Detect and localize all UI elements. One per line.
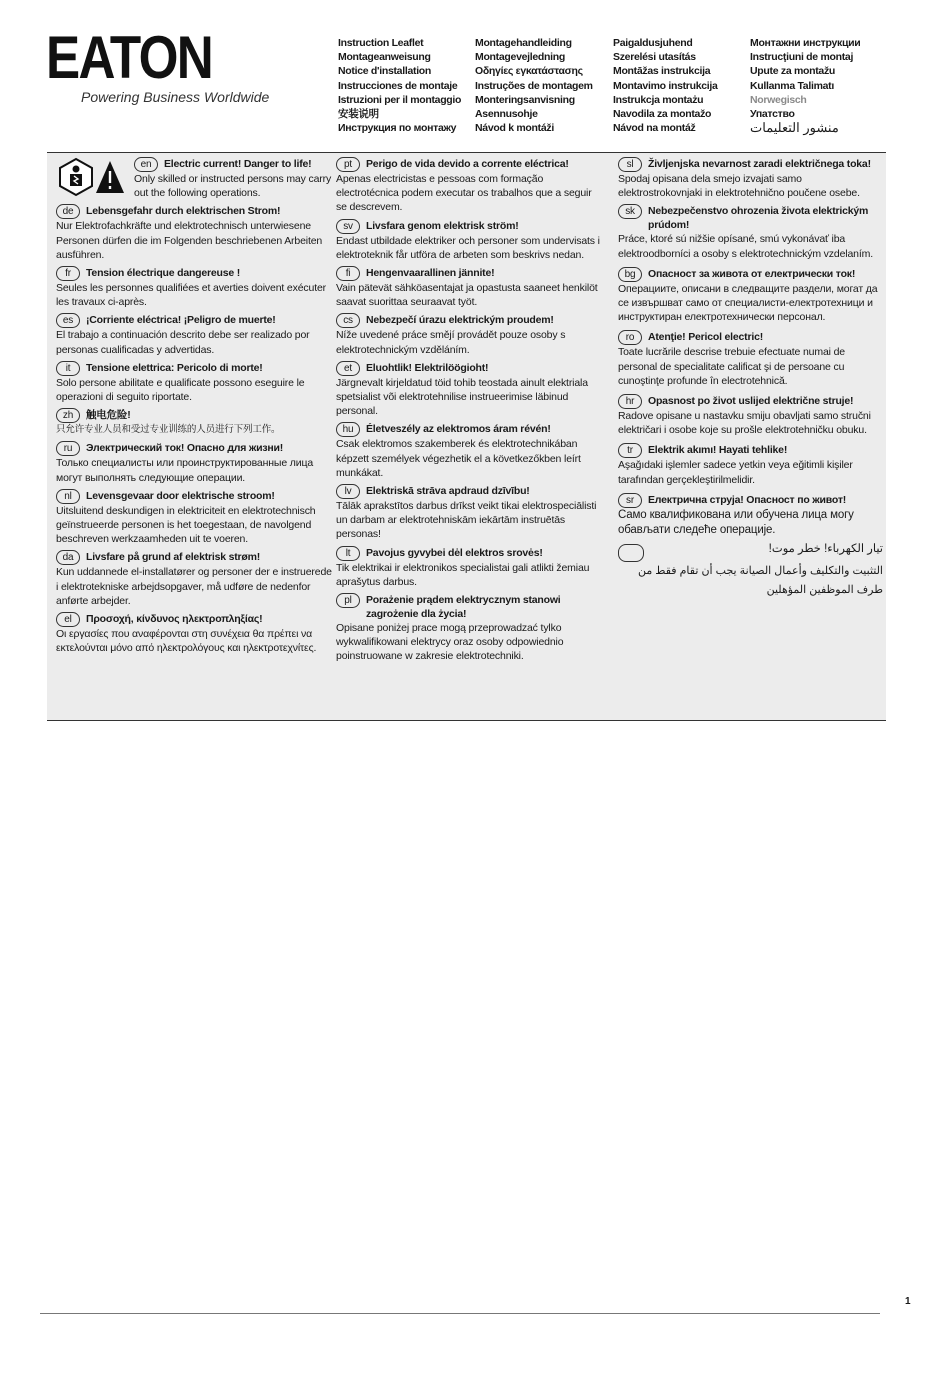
language-code-badge: fr xyxy=(56,266,80,281)
title-line: Монтажни инструкции xyxy=(750,37,861,49)
language-code-badge xyxy=(618,544,644,562)
warning-text: Aşağıdaki işlemler sadece yetkin veya eğitimli kişiler tarafından gerçekleştirilmelidir. xyxy=(618,459,853,486)
language-code-badge: lv xyxy=(336,484,360,499)
warning-column-1 xyxy=(56,157,336,659)
warning-text: Tik elektrikai ir elektronikos specialistai gali atlikti žemiau aprašytus darbus. xyxy=(336,561,590,588)
warning-section-lt xyxy=(336,546,604,589)
language-code-badge: el xyxy=(56,612,80,627)
warning-title: Nebezpečí úrazu elektrickým proudem! xyxy=(366,314,554,327)
warning-heading xyxy=(618,443,883,458)
warning-text: 只允许专业人员和受过专业训练的人员进行下列工作。 xyxy=(56,424,281,436)
warning-heading xyxy=(336,546,604,561)
warning-section-bg xyxy=(618,267,883,325)
warning-text: Níže uvedené práce smějí provádět pouze osoby s elektrotechnickým vzděláním. xyxy=(336,329,566,356)
warning-section-cs xyxy=(336,313,604,356)
warning-heading xyxy=(56,313,336,328)
title-line: Montagevejledning xyxy=(475,51,565,64)
title-line: Montageanweisung xyxy=(338,51,431,64)
language-code-badge: pl xyxy=(336,593,360,608)
title-line: Upute za montažu xyxy=(750,65,836,78)
warning-heading xyxy=(56,441,336,456)
warning-heading xyxy=(56,204,336,219)
warning-text: Radove opisane u nastavku smiju obavljati samo stručni električari i osobe koje su prošle elektrotehničku obuku. xyxy=(618,410,871,437)
title-line: Paigaldusjuhend xyxy=(613,37,693,49)
title-line: منشور التعليمات xyxy=(750,120,839,136)
title-line: Montavimo instrukcija xyxy=(613,79,718,92)
electrician-warning-icon xyxy=(56,157,128,200)
warning-title: Porażenie prądem elektrycznym stanowi zagrożenie dla życia! xyxy=(366,594,561,621)
warning-text: Spodaj opisana dela smejo izvajati samo elektrostrokovnjaki in elektrotehnično poučene osebe. xyxy=(618,173,860,200)
warning-text: Endast utbildade elektriker och personer som undervisats i elektroteknik får utföra de arbeten som beskrivs nedan. xyxy=(336,234,600,261)
title-column-2 xyxy=(475,36,615,135)
title-line: Asennusohje xyxy=(475,108,538,121)
title-line: Monteringsanvisning xyxy=(475,93,575,106)
language-code-badge: sv xyxy=(336,219,360,234)
title-line: Οδηγίες εγκατάστασης xyxy=(475,65,583,78)
warning-section-hr xyxy=(618,394,883,437)
warning-section-en xyxy=(56,157,336,200)
warning-title: Életveszély az elektromos áram révén! xyxy=(366,423,551,436)
warning-heading xyxy=(336,219,604,234)
warning-text: Nur Elektrofachkräfte und elektrotechnisch unterwiesene Personen dürfen die im Folgenden beschriebenen Arbeiten ausführen. xyxy=(56,220,323,261)
warning-section-lv xyxy=(336,484,604,542)
warning-text: Только специалисты или проинструктированные лица могут выполнять следующие операции. xyxy=(56,457,314,484)
language-code-badge: en xyxy=(134,157,158,172)
warning-heading xyxy=(618,267,883,282)
warning-text: Práce, ktoré sú nižšie opísané, smú vykonávať iba elektroodborníci a osoby s elektrotechnickým vzdelaním. xyxy=(618,233,873,260)
language-code-badge: it xyxy=(56,361,80,376)
warning-section-es xyxy=(56,313,336,356)
title-line: Navodila za montažo xyxy=(613,108,712,121)
warning-heading xyxy=(56,266,336,281)
warning-title: Электрический ток! Опасно для жизни! xyxy=(86,442,284,455)
warning-title: Levensgevaar door elektrische stroom! xyxy=(86,489,275,502)
warning-title: Elektriskā strāva apdraud dzīvību! xyxy=(366,485,530,498)
warning-text: Οι εργασίες που αναφέρονται στη συνέχεια θα πρέπει να εκτελούνται μόνο από ηλεκτρολόγους και ηλεκτροτεχνίτες. xyxy=(56,628,317,655)
warning-text: Seules les personnes qualifiées et averties doivent exécuter les travaux ci-après. xyxy=(56,282,326,309)
warning-title: Opasnost po život uslijed električne struje! xyxy=(648,395,854,408)
warning-title: Hengenvaarallinen jännite! xyxy=(366,267,495,280)
language-code-badge: tr xyxy=(618,443,642,458)
warning-section-pl xyxy=(336,593,604,664)
title-column-4 xyxy=(750,36,890,135)
warning-section-ar xyxy=(618,542,883,600)
svg-text:EATON: EATON xyxy=(46,24,212,91)
title-line: Návod na montáž xyxy=(613,122,696,135)
warning-column-2 xyxy=(336,157,604,668)
warning-text: Uitsluitend deskundigen in elektriciteit en elektrotechnisch geïnstrueerde personen is het toegestaan, de navolgend beschreven werkzaamheden uit te voeren. xyxy=(56,504,316,546)
warning-heading xyxy=(336,593,604,621)
warning-text: Операциите, описани в следващите раздели, могат да се извършват само от специалисти-електротехници и инструктиран електротехнически персонал. xyxy=(618,282,878,324)
warning-section-zh xyxy=(56,408,336,437)
language-code-badge: bg xyxy=(618,267,642,282)
warning-title: ¡Corriente eléctrica! ¡Peligro de muerte! xyxy=(86,314,276,327)
warning-section-pt xyxy=(336,157,604,215)
warning-title: Atenţie! Pericol electric! xyxy=(648,331,764,344)
title-line: Norwegisch xyxy=(750,93,807,106)
title-line: Notice d'installation xyxy=(338,65,432,78)
warning-title: Livsfara genom elektrisk ström! xyxy=(366,219,519,232)
language-code-badge: ro xyxy=(618,330,642,345)
title-line: Istruzioni per il montaggio xyxy=(338,93,462,106)
title-line: Szerelési utasítás xyxy=(613,51,696,64)
warning-title: تيار الكهرباء! خطر موت! xyxy=(768,542,883,555)
warning-title: 触电危险! xyxy=(86,409,131,422)
warning-heading xyxy=(56,612,336,627)
language-code-badge: pt xyxy=(336,157,360,172)
warning-text: Opisane poniżej prace mogą przeprowadzać tylko wykwalifikowani elektrycy oraz osoby odpowiednio poinstruowane w zakresie elektrotechniki. xyxy=(336,622,564,663)
language-code-badge: nl xyxy=(56,489,80,504)
warning-heading xyxy=(618,493,883,508)
warning-title: Tension électrique dangereuse ! xyxy=(86,267,241,280)
title-line: Упатство xyxy=(750,108,795,121)
warning-section-nl xyxy=(56,489,336,547)
warning-title: Elektrik akımı! Hayati tehlike! xyxy=(648,444,788,457)
warning-heading xyxy=(618,542,883,562)
language-code-badge: sr xyxy=(618,493,642,508)
warning-section-sk xyxy=(618,204,883,260)
warning-text: Vain pätevät sähköasentajat ja opastusta saaneet henkilöt saavat suorittaa seuraavat työt. xyxy=(336,282,598,309)
warning-text: Kun uddannede el-installatører og personer der e instruerede i elektrotekniske arbejdsopgaver, må udføre de nedenfor anførte arbejder. xyxy=(56,566,332,607)
warning-text: Solo persone abilitate e qualificate possono eseguire le operazioni di seguito riportate. xyxy=(56,376,305,404)
warning-section-sv xyxy=(336,219,604,262)
warning-text: التثبيت والتكليف وأعمال الصيانة يجب أن تقام فقط من طرف الموظفين المؤهلين xyxy=(637,564,883,596)
warning-heading xyxy=(618,157,883,172)
warning-title: Електрична струја! Опасност по живот! xyxy=(648,493,847,506)
warning-text: Järgnevalt kirjeldatud töid tohib teostada ainult elektriala spetsialist või elektrotehnilise instrueerimise läbinud personal. xyxy=(336,376,588,418)
warning-text: Apenas electricistas e pessoas com formação electrotécnica podem executar os trabalhos que a seguir se descrevem. xyxy=(336,173,592,214)
warning-title: Προσοχή, κίνδυνος ηλεκτροπληξίας! xyxy=(86,613,263,626)
safety-warning-box xyxy=(47,152,886,721)
warning-section-tr xyxy=(618,443,883,486)
warning-text: Only skilled or instructed persons may carry out the following operations. xyxy=(134,173,332,200)
language-code-badge: fi xyxy=(336,266,360,281)
warning-section-ro xyxy=(618,330,883,388)
title-line: 安装说明 xyxy=(338,108,379,121)
warning-heading xyxy=(618,394,883,409)
warning-section-de xyxy=(56,204,336,262)
warning-heading xyxy=(336,313,604,328)
warning-title: Lebensgefahr durch elektrischen Strom! xyxy=(86,205,281,218)
warning-title: Življenjska nevarnost zaradi električnega toka! xyxy=(648,158,871,170)
warning-text: Toate lucrările descrise trebuie efectuate numai de personal de specialitate calificat şi de persoane cu cunoştinţe profunde în electrotehnică. xyxy=(618,346,845,387)
warning-text: Csak elektromos szakemberek és elektrotechnikában képzett személyek végezhetik el a következőkben leírt munkákat. xyxy=(336,438,581,479)
warning-title: Опасност за живота от електрически ток! xyxy=(648,267,856,280)
warning-heading xyxy=(56,550,336,565)
title-column-3 xyxy=(613,36,753,135)
warning-text: Само квалификована или обучена лица могу обављати следеће операције. xyxy=(618,508,854,536)
warning-column-3 xyxy=(618,157,883,604)
warning-heading xyxy=(56,361,336,376)
warning-heading xyxy=(336,361,604,376)
language-code-badge: hr xyxy=(618,394,642,409)
warning-title: Perigo de vida devido a corrente eléctrica! xyxy=(366,158,569,170)
warning-section-sl xyxy=(618,157,883,200)
title-column-1 xyxy=(338,36,478,135)
title-line: Montāžas instrukcija xyxy=(613,65,711,78)
warning-heading xyxy=(56,408,336,423)
language-code-badge: lt xyxy=(336,546,360,561)
warning-title: Pavojus gyvybei dėl elektros srovės! xyxy=(366,546,543,559)
title-line: Instrucciones de montaje xyxy=(338,79,458,92)
title-line: Instrukcja montażu xyxy=(613,93,704,106)
title-line: Kullanma Talimatı xyxy=(750,79,834,92)
eaton-logo xyxy=(46,24,212,91)
warning-title: Eluohtlik! Elektrilöögioht! xyxy=(366,361,489,374)
footer-divider xyxy=(40,1313,880,1314)
language-code-badge: et xyxy=(336,361,360,376)
page-number: 1 xyxy=(905,1296,911,1307)
warning-section-el xyxy=(56,612,336,655)
language-code-badge: sk xyxy=(618,204,642,219)
tagline: Powering Business Worldwide xyxy=(81,89,270,105)
language-code-badge: es xyxy=(56,313,80,328)
warning-heading xyxy=(56,489,336,504)
title-line: Montagehandleiding xyxy=(475,37,572,49)
title-line: Instruções de montagem xyxy=(475,79,593,92)
warning-heading xyxy=(336,422,604,437)
title-line: Návod k montáži xyxy=(475,122,554,135)
warning-heading xyxy=(618,330,883,345)
language-code-badge: de xyxy=(56,204,80,219)
language-code-badge: da xyxy=(56,550,80,565)
title-line: Instrucţiuni de montaj xyxy=(750,51,854,64)
warning-heading xyxy=(618,204,883,232)
language-code-badge: hu xyxy=(336,422,360,437)
title-line: Инструкция по монтажу xyxy=(338,122,457,135)
language-code-badge: cs xyxy=(336,313,360,328)
language-code-badge: zh xyxy=(56,408,80,423)
warning-text: Tālāk aprakstītos darbus drīkst veikt tikai elektrospeciālisti un darbam ar elektrotehniskām iekārtām instruētās personas! xyxy=(336,500,597,541)
warning-title: Livsfare på grund af elektrisk strøm! xyxy=(86,551,261,564)
warning-title: Tensione elettrica: Pericolo di morte! xyxy=(86,361,263,374)
warning-section-sr xyxy=(618,493,883,538)
warning-section-da xyxy=(56,550,336,608)
warning-section-et xyxy=(336,361,604,419)
warning-section-ru xyxy=(56,441,336,484)
warning-text: El trabajo a continuación descrito debe ser realizado por personas cualificadas y advertidas. xyxy=(56,329,310,356)
language-code-badge: ru xyxy=(56,441,80,456)
language-code-badge: sl xyxy=(618,157,642,172)
warning-heading xyxy=(336,484,604,499)
warning-section-fi xyxy=(336,266,604,309)
warning-section-hu xyxy=(336,422,604,480)
warning-title: Nebezpečenstvo ohrozenia života elektrickým prúdom! xyxy=(648,205,869,232)
warning-heading xyxy=(336,266,604,281)
warning-title: Electric current! Danger to life! xyxy=(164,158,312,170)
title-line: Instruction Leaflet xyxy=(338,37,424,49)
warning-heading xyxy=(336,157,604,172)
warning-section-it xyxy=(56,361,336,404)
warning-heading xyxy=(134,157,336,172)
warning-section-fr xyxy=(56,266,336,309)
